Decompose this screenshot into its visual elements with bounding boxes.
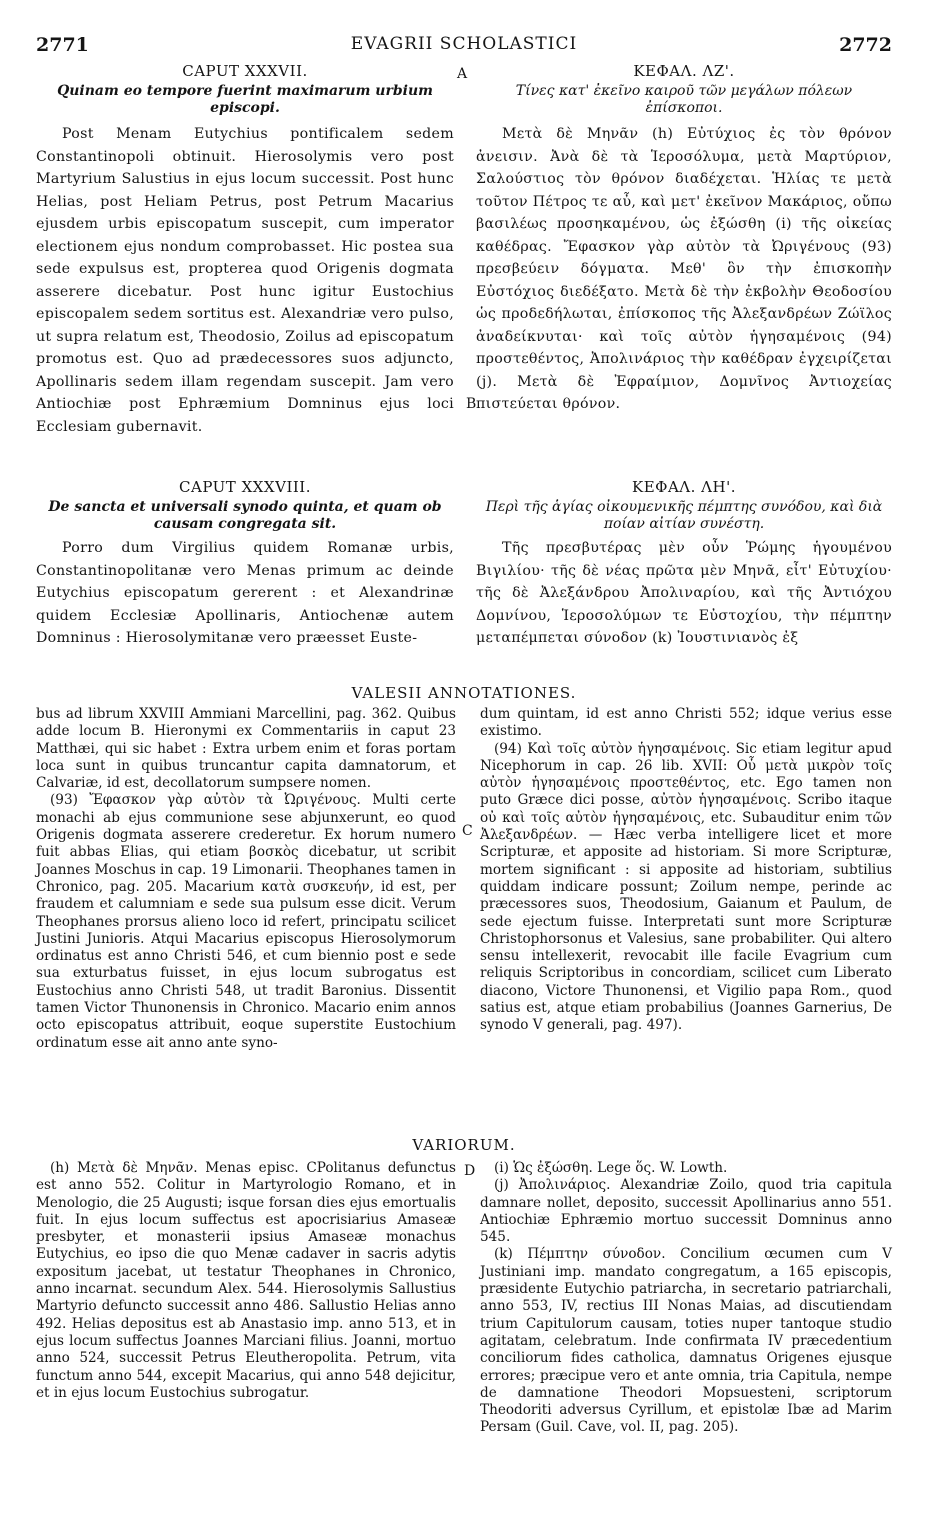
greek-cap38-subtitle: Περὶ τῆς ἁγίας οἰκουμενικῆς πέμπτης συνόδου, καὶ διὰ ποίαν αἰτίαν συνέστη. [485, 499, 883, 532]
valesii-note-continued-right: dum quintam, id est anno Christi 552; idque verius esse existimo. [480, 706, 892, 740]
latin-cap37-body [36, 123, 454, 438]
margin-letter-b: B [466, 396, 477, 412]
valesii-heading: VALESII ANNOTATIONES. [351, 684, 577, 702]
variorum-note-k: (k) Πέμπτην σύνοδον. Concilium œcumen cum V Justiniani imp. mandato congregatum, a 165 episcopis, præsidente Eutychio patriarcha, in secretario patriarchali, anno 553, IV, rectius III Nonas Maias, ad discutiendam trium Capitulorum causam, toties nuper tantoque studio agitatam, celebratum. Inde confirmata IV præcedentium conciliorum fides catholica, damnatus Origenes ejusque errores; præcipue vero et ante omnia, tria Capitula, nempe de damnatione Theodori Mopsuesteni, scriptorum Theodoriti adversus Cyrillum, et epistolæ Ibæ ad Marim Persam (Guil. Cave, vol. II, pag. 205). [480, 1246, 892, 1436]
latin-chapter-37 [36, 62, 454, 438]
running-title: EVAGRII SCHOLASTICI [350, 34, 578, 54]
greek-cap37-title: ΚΕΦΑΛ. ΛΖ'. [633, 62, 735, 80]
valesii-note-94: (94) Καὶ τοῖς αὐτὸν ἡγησαμένοις. Sic etiam legitur apud Nicephorum in cap. 26 lib. XVII: Οὗ μετὰ μικρὸν τοῖς αὐτὸν ἡγησαμένοις προστεθέντος, etc. Ego tamen non puto Græce dici posse, αὐτὸν ἡγησαμένοις. Scribo itaque οὐ καὶ τοῖς αὐτὸν ἡγησαμένοις, etc. Subauditur enim τῶν Ἀλεξανδρέων. — Hæc verba intelligere licet et more Scripturæ, et apposite ad historiam. Si more Scripturæ, mortem significant : si apposite ad historiam, subtilius quiddam indicare possunt; Zoilum nempe, perinde ac præcessores suos, Theodosium, Gaianum et Paulum, de sede ejectum fuisse. Interpretati sunt more Scripturæ Christophorsonus et Valesius, sane probabiliter. Qui altero sensu intellexerit, revocabit ille facile Evagrium cum reliquis Scriptoribus in concordiam, scilicet cum Liberato diacono, Victore Thunonensi, et Vigilio papa Rom., quod satius est, atque etiam probabilius (Joannes Garnerius, De synodo V generali, pag. 497). [480, 740, 892, 1034]
greek-cap38-title: ΚΕΦΑΛ. ΛΗ'. [632, 478, 736, 496]
greek-cap38-paragraph: Τῆς πρεσβυτέρας μὲν οὖν Ῥώμης ἡγουμένου Βιγιλίου· τῆς δὲ νέας πρῶτα μὲν Μηνᾶ, εἶτ' Εὐτυχίου· τῆς δὲ Ἀλεξάνδρου Ἀπολιναρίου, καὶ τῆς Ἀντιόχου Δομνίνου, Ἱεροσολύμων τε Εὐστοχίου, τὴν πέμπτην μεταπέμπεται σύνοδον (k) Ἰουστινιανὸς ἐξ [476, 540, 892, 646]
margin-letter-c: C [462, 823, 473, 839]
greek-cap37-subtitle: Τίνες κατ' ἐκεῖνο καιροῦ τῶν μεγάλων πόλεων ἐπίσκοποι. [515, 83, 853, 116]
valesii-note-93: (93) Ἔφασκον γὰρ αὐτὸν τὰ Ὠριγένους. Multi certe monachi ab ejus communione sese abjunxerunt, eo quod Origenis dogmata asserere crederetur. Ex horum numero fuit abbas Elias, qui etiam βοσκὸς dicebatur, ut scribit Joannes Moschus in cap. 19 Limonarii. Theophanes tamen in Chronico, pag. 205. Macarium κατὰ συσκευήν, id est, per fraudem et calumniam e sede sua pulsum esse dicit. Verum Theophanes prorsus alieno loco id refert, principatu scilicet Justini Junioris. Atqui Macarius episcopus Hierosolymorum ordinatus est anno Christi 546, et cum biennio post e sede sua exturbatus fuisset, in ejus locum subrogatus est Eustochius anno Christi 548, ut tradit Baronius. Dissentit tamen Victor Thunonensis in Chronico. Macario enim annos octo episcopatus attribuit, eoque superstite Eustochium ordinatum esse ait anno ante syno- [36, 792, 456, 1051]
latin-chapter-38 [36, 478, 454, 650]
valesii-right-column [480, 706, 892, 1035]
greek-cap37-paragraph: Μετὰ δὲ Μηνᾶν (h) Εὐτύχιος ἐς τὸν θρόνον ἀνεισιν. Ἀνὰ δὲ τὰ Ἱεροσόλυμα, μετὰ Μαρτύριον, Σαλούστιος τὸν θρόνον διαδέχεται. Ἡλίας τε μετὰ τοῦτον Πέτρος τε αὖ, καὶ μετ' ἐκεῖνον Μακάριος, οὔπω βασιλέως προσηκαμένου, ὡς ἐξώσθη (i) τῆς οἰκείας καθέδρας. Ἔφασκον γὰρ αὐτὸν τὰ Ὠριγένους (93) πρεσβεύειν δόγματα. Μεθ' ὃν τὴν ἐπισκοπὴν Εὐστόχιος διεδέξατο. Μετὰ δὲ τὴν ἐκβολὴν Θεοδοσίου ὡς προδεδήλωται, ἐπίσκοπος τῆς Ἀλεξανδρέων Ζώϊλος ἀναδείκνυται· καὶ τοῖς αὐτὸν ἡγησαμένοις (94) προστεθέντος, Ἀπολινάριος τὴν καθέδραν ἐγχειρίζεται (j). Μετὰ δὲ Ἐφραίμιον, Δομνῖνος Ἀντιοχείας πιστεύεται θρόνον. [476, 126, 892, 412]
greek-chapter-37 [476, 62, 892, 416]
latin-cap38-body [36, 537, 454, 650]
variorum-left-column [36, 1160, 456, 1402]
latin-cap38-paragraph: Porro dum Virgilius quidem Romanæ urbis, Constantinopolitanæ vero Menas primum ac deinde Eutychius episcopatum gererent : et Alexandrinæ quidem Ecclesiæ Apollinaris, Antiochenæ autem Domninus : Hierosolymitanæ vero præesset Euste- [36, 540, 454, 646]
latin-cap38-subtitle: De sancta et universali synodo quinta, et quam ob causam congregata sit. [48, 499, 442, 532]
variorum-note-h: (h) Μετὰ δὲ Μηνᾶν. Menas episc. CPolitanus defunctus est anno 552. Colitur in Martyrologio Romano, et in Menologio, die 25 Augusti; isque forsan dies ejus emortualis fuit. In ejus locum suffectus est apocrisiarius Amaseæ presbyter, et monasterii ipsius Amaseæ monachus Eutychius, eo ipso die quo Menæ cadaver in sacris adytis expositum jacebat, ut testatur Theophanes in Chronico, anno incarnat. secundum Alex. 544. Hierosolymis Sallustius Martyrio defuncto successit anno 486. Sallustio Helias anno 492. Helias depositus est ab Anastasio imp. anno 513, et in ejus locum suffectus Joannes Marciani filius. Joanni, mortuo anno 524, successit Petrus Eleutheropolita. Petrum, vita functum anno 544, excepit Macarius, qui anno 548 dejicitur, et in ejus locum Eustochius subrogatur. [36, 1160, 456, 1401]
valesii-note-continued: bus ad librum XXVIII Ammiani Marcellini, pag. 362. Quibus adde locum B. Hieronymi ex Commentariis in caput 23 Matthæi, qui sic habet : Extra urbem enim et foras portam loca sunt in quibus truncantur capita damnatorum, et Calvariæ, id est, decollatorum sumpsere nomen. [36, 706, 456, 792]
latin-cap37-subtitle: Quinam eo tempore fuerint maximarum urbium episcopi. [57, 83, 433, 116]
variorum-note-i: (i) Ὡς ἐξώσθη. Lege ὅς. W. Lowth. [494, 1160, 728, 1176]
latin-cap37-title: CAPUT XXXVII. [182, 62, 308, 80]
margin-letter-d: D [464, 1163, 476, 1179]
left-page-number: 2771 [36, 34, 89, 56]
latin-cap38-title: CAPUT XXXVIII. [179, 478, 311, 496]
greek-cap38-body [476, 537, 892, 650]
valesii-left-column [36, 706, 456, 1052]
running-header [36, 34, 892, 56]
greek-chapter-38 [476, 478, 892, 650]
margin-letter-a: A [457, 66, 468, 82]
latin-cap37-paragraph: Post Menam Eutychius pontificalem sedem Constantinopoli obtinuit. Hierosolymis vero post Martyrium Salustius in ejus locum successit. Post hunc Helias, post Heliam Petrus, post Petrum Macarius ejusdem urbis episcopatum suscepit, cum imperator electionem ejus nondum comprobasset. Hic postea sua sede expulsus est, propterea quod Origenis dogmata asserere dicebatur. Post hunc igitur Eustochius episcopalem sedem sortitus est. Alexandriæ vero pulso, ut supra relatum est, Theodosio, Zoilus ad episcopatum promotus est. Quo ad prædecessores suos adjuncto, Apollinaris sedem illam regendam suscepit. Jam vero Antiochiæ post Ephræmium Domninus ejus loci Ecclesiam gubernavit. [36, 126, 454, 435]
variorum-right-column [480, 1160, 892, 1437]
variorum-heading: VARIORUM. [412, 1136, 516, 1154]
right-page-number: 2772 [839, 34, 892, 56]
variorum-note-j: (j) Ἀπολινάριος. Alexandriæ Zoilo, quod tria capitula damnare nollet, deposito, successit Apollinarius anno 551. Antiochiæ Ephræmio mortuo successit Domninus anno 545. [480, 1177, 892, 1246]
greek-cap37-body [476, 123, 892, 416]
